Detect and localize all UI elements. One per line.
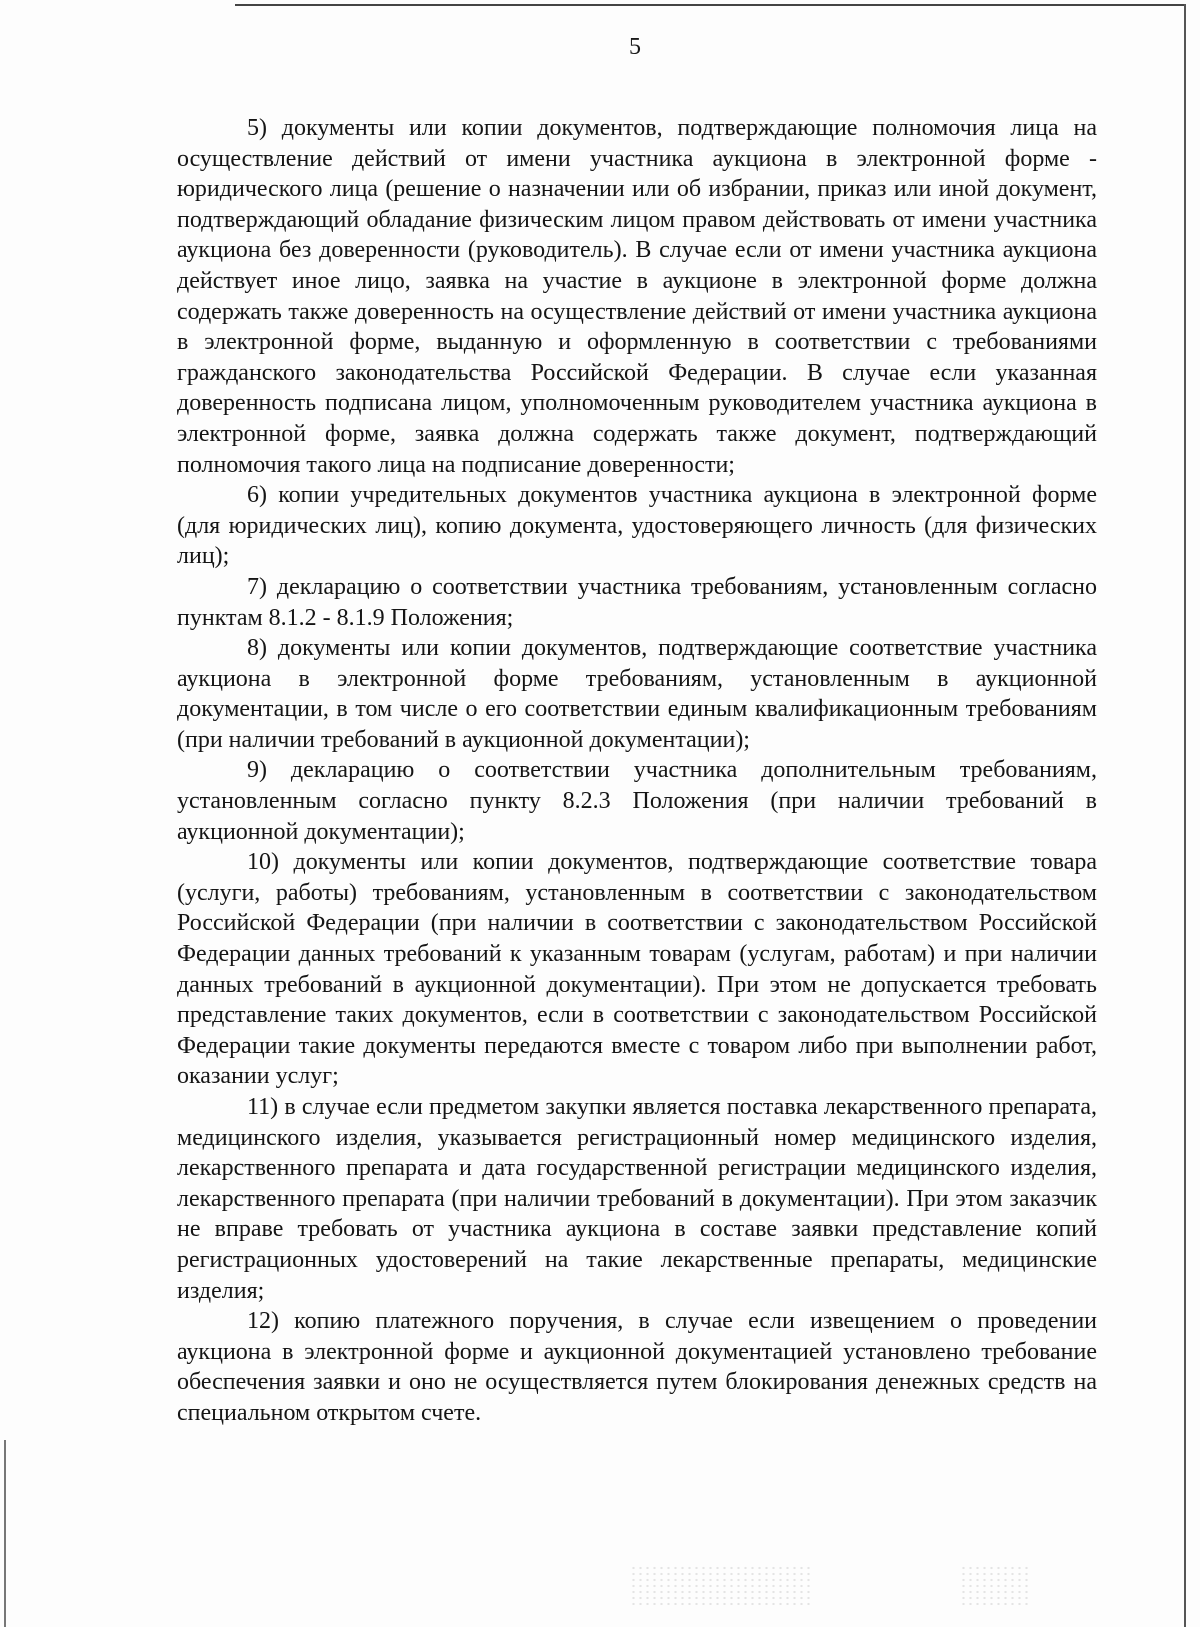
paragraph-item-5: 5) документы или копии документов, подтверждающие полномочия лица на осуществление действий от имени участника аукциона в электронной форме - юридического лица (решение о назначении или об избрании, приказ или иной документ, подтверждающий обладание физическим лицом правом действовать от имени участника аукциона без доверенности (руководитель). В случае если от имени участника аукциона действует иное лицо, заявка на участие в аукционе в электронной форме должна содержать также доверенность на осуществление действий от имени участника аукциона в электронной форме, выданную и оформленную в соответствии с требованиями гражданского законодательства Российской Федерации. В случае если указанная доверенность подписана лицом, уполномоченным руководителем участника аукциона в электронной форме, заявка должна содержать также документ, подтверждающий полномочия такого лица на подписание доверенности; [177,115,1097,478]
paragraph-item-6: 6) копии учредительных документов участника аукциона в электронной форме (для юридических лиц), копию документа, удостоверяющего личность (для физических лиц); [177,482,1097,570]
scan-edge-left [4,1440,6,1627]
document-body [177,113,1097,1429]
paragraph-item-12: 12) копию платежного поручения, в случае если извещением о проведении аукциона в электронной форме и аукционной документацией установлено требование обеспечения заявки и оно не осуществляется путем блокирования денежных средств на специальном открытом счете. [177,1308,1097,1426]
page-number: 5 [629,34,641,60]
scan-noise-left [630,1565,810,1605]
paragraph-item-8: 8) документы или копии документов, подтверждающие соответствие участника аукциона в электронной форме требованиям, установленным в аукционной документации, в том числе о его соответствии единым квалификационным требованиям (при наличии требований в аукционной документации); [177,635,1097,753]
paragraph-item-11: 11) в случае если предметом закупки является поставка лекарственного препарата, медицинского изделия, указывается регистрационный номер медицинского изделия, лекарственного препарата и дата государственной регистрации медицинского изделия, лекарственного препарата (при наличии требований в документации). При этом заказчик не вправе требовать от участника аукциона в составе заявки представление копий регистрационных удостоверений на такие лекарственные препараты, медицинские изделия; [177,1094,1097,1304]
scan-edge-right [1184,4,1186,1627]
scan-noise-right [960,1565,1030,1605]
paragraph-item-7: 7) декларацию о соответствии участника требованиям, установленным согласно пунктам 8.1.2 - 8.1.9 Положения; [177,573,1097,631]
paragraph-item-10: 10) документы или копии документов, подтверждающие соответствие товара (услуги, работы) требованиям, установленным в соответствии с законодательством Российской Федерации (при наличии в соответствии с законодательством Российской Федерации данных требований к указанным товарам (услугам, работам) и при наличии данных требований в аукционной документации). При этом не допускается требовать представление таких документов, если в соответствии с законодательством Российской Федерации такие документы передаются вместе с товаром либо при выполнении работ, оказании услуг; [177,849,1097,1090]
scan-edge-top [235,4,1185,6]
paragraph-item-9: 9) декларацию о соответствии участника дополнительным требованиям, установленным согласно пункту 8.2.3 Положения (при наличии требований в аукционной документации); [177,757,1097,845]
